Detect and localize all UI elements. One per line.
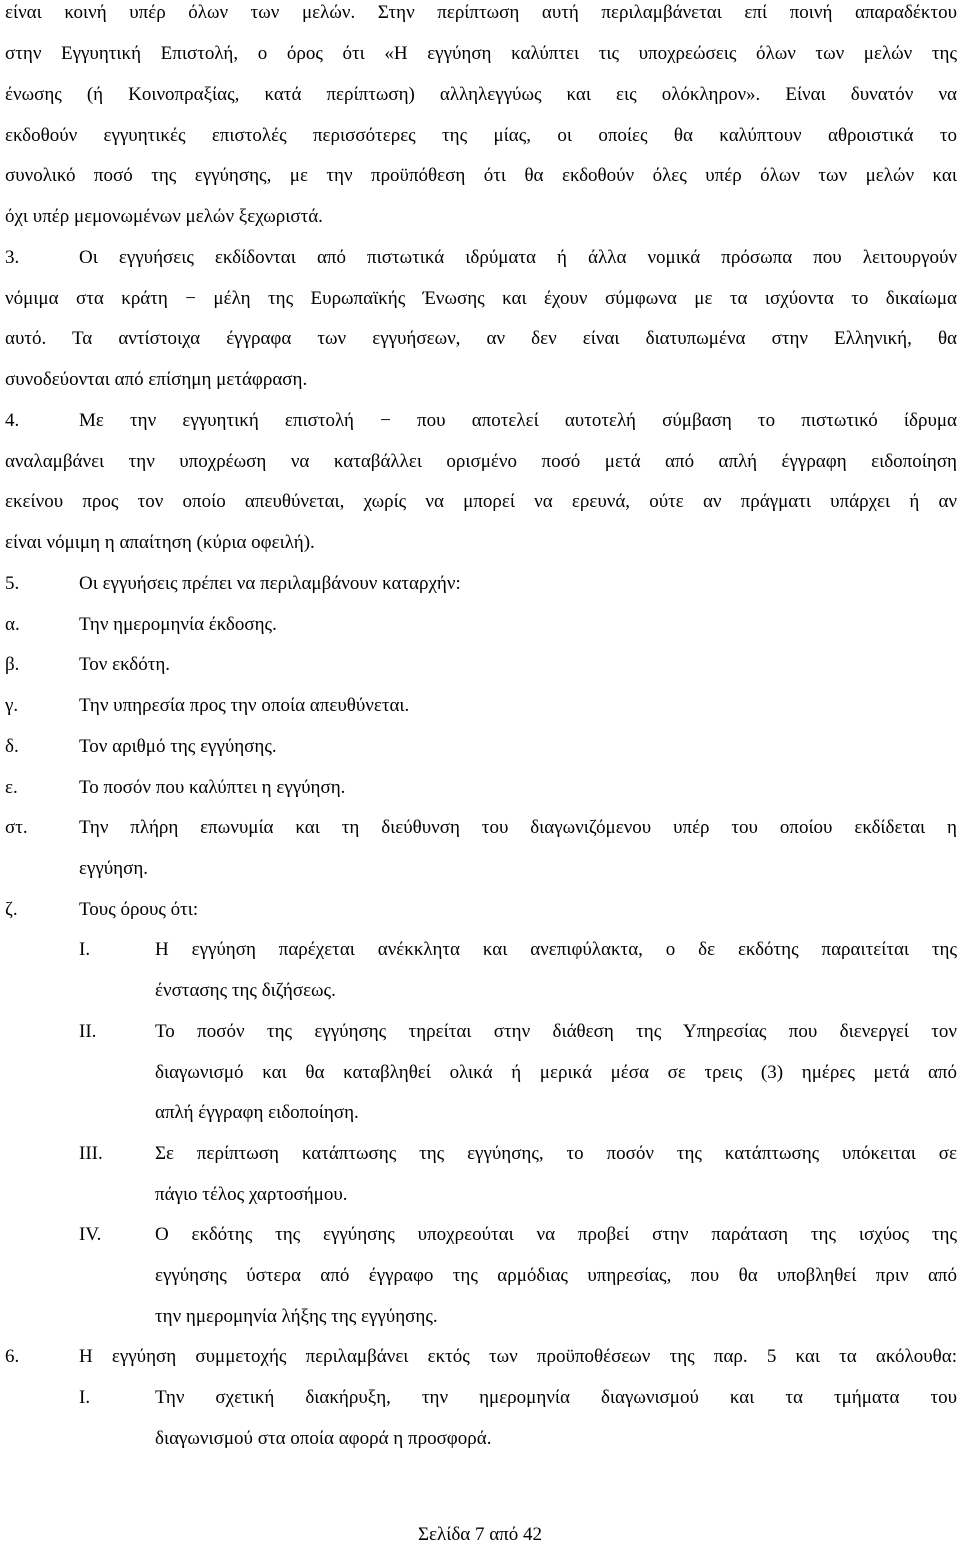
sub-item: διαγωνισμού στα οποία αφορά η προσφορά. bbox=[155, 1428, 492, 1449]
sub-item: απλή έγγραφη ειδοποίηση. bbox=[155, 1102, 359, 1123]
list-item: εγγύηση. bbox=[79, 858, 149, 879]
list-item: Τους όρους ότι: bbox=[79, 899, 199, 920]
paragraph-number: 6. bbox=[5, 1346, 20, 1367]
paragraph-number: 5. bbox=[5, 573, 20, 594]
sub-item: διαγωνισμό και θα καταβληθεί ολικά ή μερικά μέσα σε τρεις (3) ημέρες μετά από bbox=[155, 1062, 957, 1083]
paragraph-number: 4. bbox=[5, 410, 20, 431]
paragraph-line: συνοδεύονται από επίσημη μετάφραση. bbox=[5, 369, 308, 390]
list-item-label: δ. bbox=[5, 736, 19, 757]
paragraph-line: αυτό. Τα αντίστοιχα έγγραφα των εγγυήσεων, αν δεν είναι διατυπωμένα στην Ελληνική, θα bbox=[5, 328, 957, 349]
list-item: Τον εκδότη. bbox=[79, 654, 171, 675]
list-item-label: ε. bbox=[5, 777, 18, 798]
paragraph-line: Οι εγγυήσεις πρέπει να περιλαμβάνουν καταρχήν: bbox=[79, 573, 461, 594]
sub-item-label: II. bbox=[79, 1021, 97, 1042]
sub-item: Η εγγύηση παρέχεται ανέκκλητα και ανεπιφύλακτα, ο δε εκδότης παραιτείται της bbox=[155, 939, 957, 960]
list-item-label: στ. bbox=[5, 817, 28, 838]
sub-item: Ο εκδότης της εγγύησης υποχρεούται να προβεί στην παράταση της ισχύος της bbox=[155, 1224, 957, 1245]
sub-item-label: IV. bbox=[79, 1224, 102, 1245]
paragraph-line: Με την εγγυητική επιστολή − που αποτελεί αυτοτελή σύμβαση το πιστωτικό ίδρυμα bbox=[79, 410, 957, 431]
list-item: Τον αριθμό της εγγύησης. bbox=[79, 736, 277, 757]
paragraph-line: συνολικό ποσό της εγγύησης, με την προϋπόθεση ότι θα εκδοθούν όλες υπέρ όλων των μελών και bbox=[5, 165, 957, 186]
sub-item: πάγιο τέλος χαρτοσήμου. bbox=[155, 1184, 348, 1205]
sub-item-label: III. bbox=[79, 1143, 103, 1164]
paragraph-line: Οι εγγυήσεις εκδίδονται από πιστωτικά ιδρύματα ή άλλα νομικά πρόσωπα που λειτουργούν bbox=[79, 247, 957, 268]
paragraph-line: Η εγγύηση συμμετοχής περιλαμβάνει εκτός των προϋποθέσεων της παρ. 5 και τα ακόλουθα: bbox=[79, 1346, 957, 1367]
paragraph-line: νόμιμα στα κράτη − μέλη της Ευρωπαϊκής Ένωσης και έχουν σύμφωνα με τα ισχύοντα το δικαίωμα bbox=[5, 288, 957, 309]
paragraph-number: 3. bbox=[5, 247, 20, 268]
sub-item: την ημερομηνία λήξης της εγγύησης. bbox=[155, 1306, 438, 1327]
paragraph-line: ένωσης (ή Κοινοπραξίας, κατά περίπτωση) αλληλεγγύως και εις ολόκληρον». Είναι δυνατόν να bbox=[5, 84, 957, 105]
list-item-label: β. bbox=[5, 654, 20, 675]
paragraph-line: είναι κοινή υπέρ όλων των μελών. Στην περίπτωση αυτή περιλαμβάνεται επί ποινή απαραδέκτου bbox=[5, 2, 957, 23]
sub-item-label: I. bbox=[79, 1387, 91, 1408]
page-number-footer: Σελίδα 7 από 42 bbox=[417, 1524, 543, 1545]
paragraph-line: εκδοθούν εγγυητικές επιστολές περισσότερες της μίας, οι οποίες θα καλύπτουν αθροιστικά το bbox=[5, 125, 957, 146]
list-item-label: ζ. bbox=[5, 899, 18, 920]
paragraph-line: όχι υπέρ μεμονωμένων μελών ξεχωριστά. bbox=[5, 206, 323, 227]
sub-item: Το ποσόν της εγγύησης τηρείται στην διάθεση της Υπηρεσίας που διενεργεί τον bbox=[155, 1021, 957, 1042]
sub-item: εγγύησης ύστερα από έγγραφο της αρμόδιας υπηρεσίας, που θα υποβληθεί πριν από bbox=[155, 1265, 957, 1286]
sub-item: Την σχετική διακήρυξη, την ημερομηνία διαγωνισμού και τα τμήματα του bbox=[155, 1387, 957, 1408]
list-item: Την πλήρη επωνυμία και τη διεύθυνση του διαγωνιζόμενου υπέρ του οποίου εκδίδεται η bbox=[79, 817, 957, 838]
paragraph-line: είναι νόμιμη η απαίτηση (κύρια οφειλή). bbox=[5, 532, 315, 553]
paragraph-line: στην Εγγυητική Επιστολή, ο όρος ότι «Η εγγύηση καλύπτει τις υποχρεώσεις όλων των μελών της bbox=[5, 43, 957, 64]
list-item: Το ποσόν που καλύπτει η εγγύηση. bbox=[79, 777, 346, 798]
paragraph-line: αναλαμβάνει την υποχρέωση να καταβάλλει ορισμένο ποσό μετά από απλή έγγραφη ειδοποίηση bbox=[5, 451, 957, 472]
sub-item: Σε περίπτωση κατάπτωσης της εγγύησης, το ποσόν της κατάπτωσης υπόκειται σε bbox=[155, 1143, 957, 1164]
sub-item-label: I. bbox=[79, 939, 91, 960]
list-item: Την υπηρεσία προς την οποία απευθύνεται. bbox=[79, 695, 410, 716]
list-item-label: α. bbox=[5, 614, 20, 635]
sub-item: ένστασης της διζήσεως. bbox=[155, 980, 336, 1001]
list-item-label: γ. bbox=[5, 695, 19, 716]
list-item: Την ημερομηνία έκδοσης. bbox=[79, 614, 277, 635]
paragraph-line: εκείνου προς τον οποίο απευθύνεται, χωρίς να μπορεί να ερευνά, ούτε αν πράγματι υπάρχει ή αν bbox=[5, 491, 957, 512]
